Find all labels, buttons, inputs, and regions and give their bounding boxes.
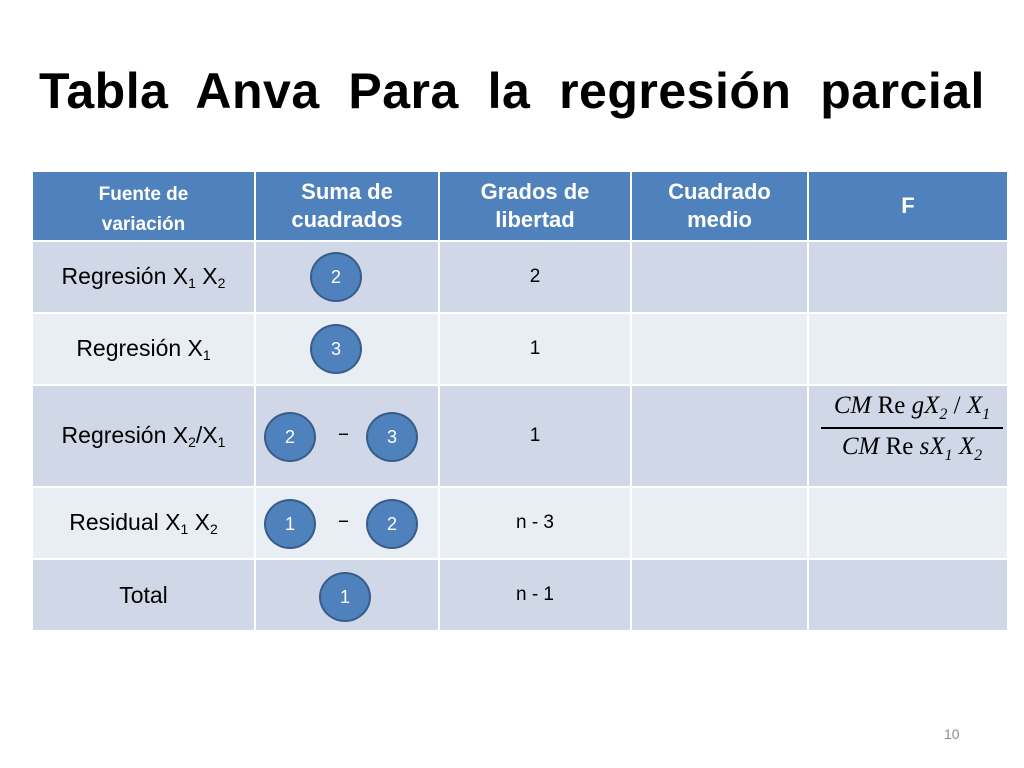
f-cell [809,560,1007,632]
ms-cell [632,242,809,314]
header-row [33,172,1007,242]
header-grados [440,172,632,242]
header-cuadrado-line1: Cuadrado [668,179,771,204]
header-f: F [809,172,1007,242]
ss-cell [256,488,440,560]
header-fuente [33,172,256,242]
df-cell: 1 [440,314,632,386]
header-cuadrado [632,172,809,242]
ss-circle: 3 [310,324,362,374]
table-row [33,314,1007,386]
slide-title: Tabla Anva Para la regresión parcial [39,63,985,119]
header-suma-line2: cuadrados [291,207,403,232]
row-label: Regresión $X_1$ $X_2$ [33,242,256,314]
header-grados-line2: libertad [495,207,575,232]
ss-circle: 1 [264,499,316,549]
ms-cell [632,560,809,632]
table-row [33,386,1007,488]
df-cell: n - 3 [440,488,632,560]
header-fuente-line1: Fuente de [98,184,189,205]
table-row [33,242,1007,314]
header-fuente-line2: variación [101,214,186,235]
row-label: Regresión $X_2/X_1$ [33,386,256,488]
table-row [33,488,1007,560]
ss-circle: 3 [366,412,418,462]
row-label: Total [33,560,256,632]
f-cell [809,386,1007,488]
ss-cell [256,386,440,488]
anova-table [33,172,1007,632]
ss-cell [256,242,440,314]
fraction-bar [821,427,1003,429]
header-grados-line1: Grados de [480,179,590,204]
f-formula [821,392,1003,465]
row-label: Residual $X_1$ $X_2$ [33,488,256,560]
df-cell: n - 1 [440,560,632,632]
ss-circle: 2 [264,412,316,462]
ss-circle: 2 [366,499,418,549]
f-cell [809,314,1007,386]
ss-cell [256,314,440,386]
ss-circle: 2 [310,252,362,302]
df-cell: 1 [440,386,632,488]
f-denominator: CM Re $sX_1$ $X_2$ [841,432,983,464]
header-suma [256,172,440,242]
page-number: 10 [944,726,960,742]
minus-operator: – [338,508,349,533]
ms-cell [632,386,809,488]
header-suma-line1: Suma de [301,179,393,204]
ms-cell [632,314,809,386]
f-numerator: CM Re $gX_2 / X_1$ [833,392,991,423]
f-cell [809,488,1007,560]
ss-circle: 1 [319,572,371,622]
df-cell: 2 [440,242,632,314]
f-cell [809,242,1007,314]
row-label: Regresión $X_1$ [33,314,256,386]
ms-cell [632,488,809,560]
header-cuadrado-line2: medio [687,207,752,232]
minus-operator: – [338,421,349,446]
table-row [33,560,1007,632]
ss-cell [256,560,440,632]
